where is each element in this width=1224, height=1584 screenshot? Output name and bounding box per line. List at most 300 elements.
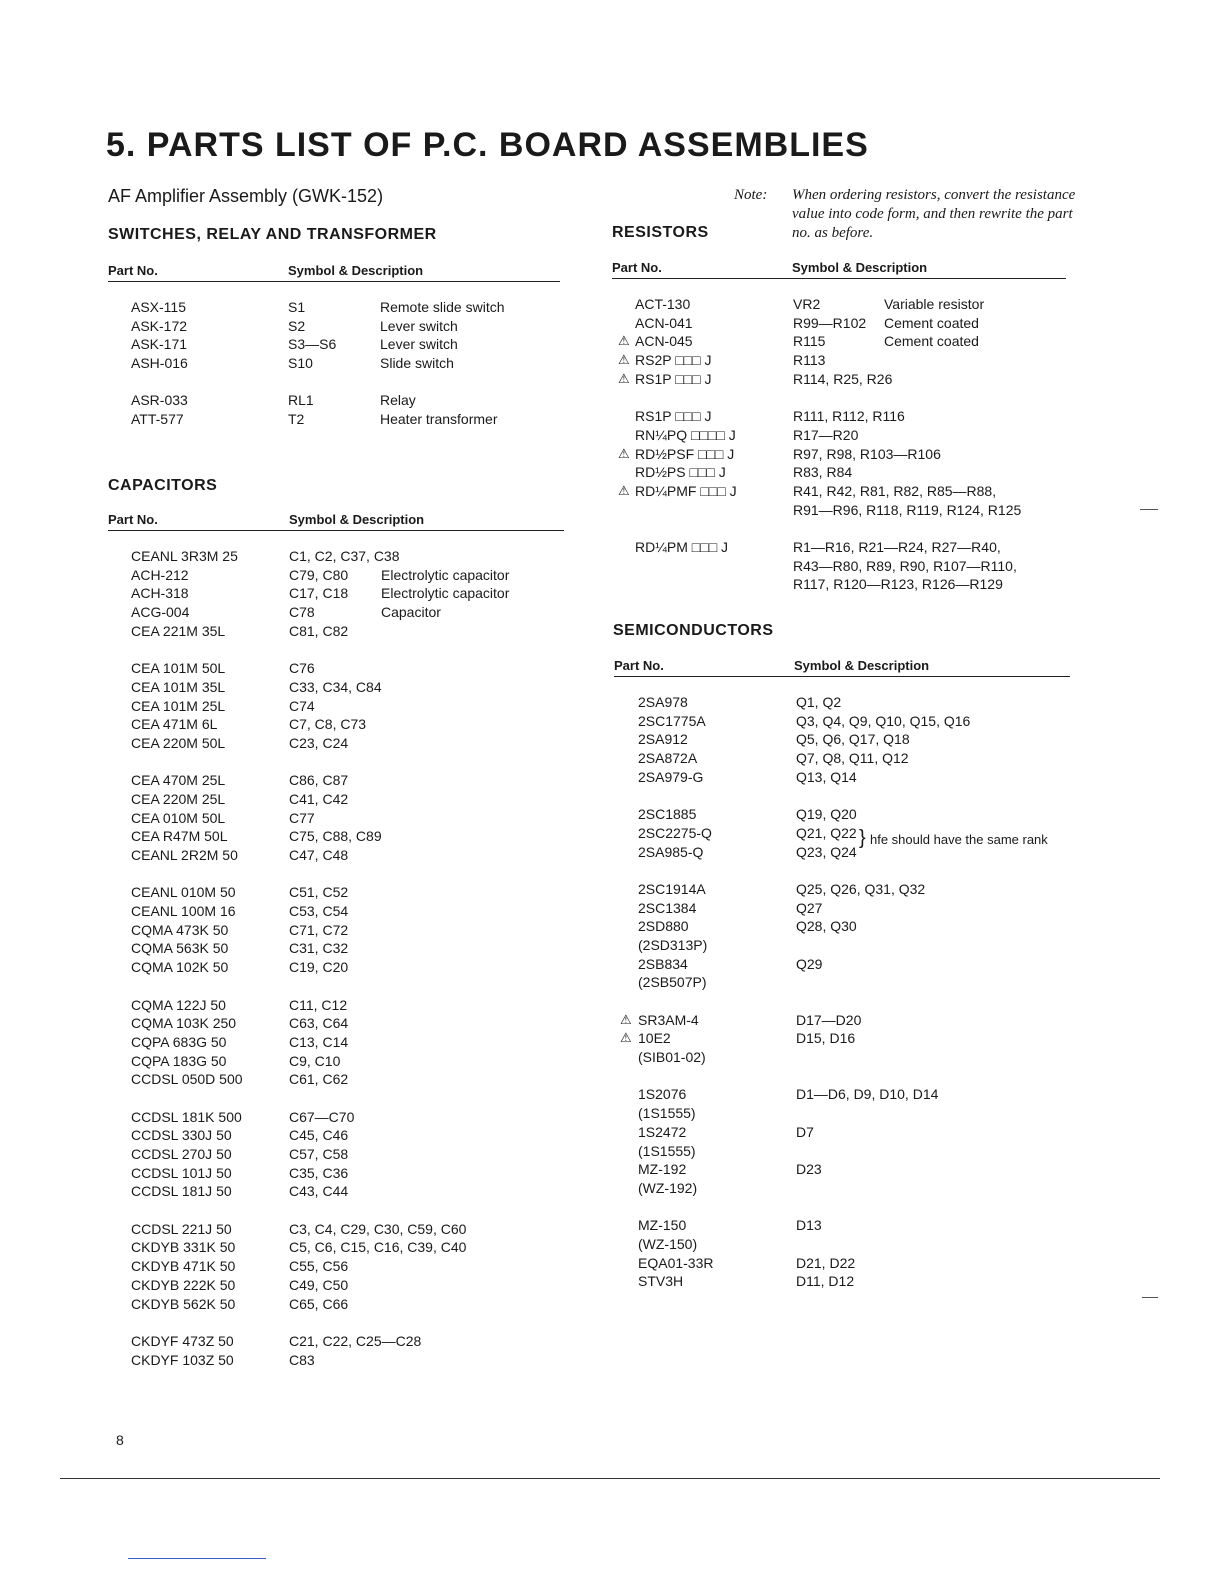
symbol: R111, R112, R116 <box>793 408 905 425</box>
semiconductors-list <box>620 694 1090 1292</box>
parts-row <box>620 918 1090 937</box>
part-number: 2SA985-Q <box>638 843 704 860</box>
symbol: D11, D12 <box>796 1273 855 1290</box>
symbol: Q21, Q22 <box>796 824 857 841</box>
symbol: C51, C52 <box>289 884 349 901</box>
parts-row <box>620 731 1090 750</box>
symbol: R114, R25, R26 <box>793 370 893 387</box>
symbol: S10 <box>288 355 313 372</box>
header-symbol-description: Symbol & Description <box>288 263 424 278</box>
resistors-list <box>618 296 1088 595</box>
part-number: CEANL 3R3M 25 <box>131 548 238 564</box>
part-number: 2SC1885 <box>638 806 697 823</box>
part-number: 2SC1384 <box>638 899 697 916</box>
row-spacer <box>131 978 571 997</box>
symbol: C33, C34, C84 <box>289 678 382 695</box>
symbol: C77 <box>289 809 315 826</box>
header-part-no: Part No. <box>612 260 662 275</box>
part-number: ACH-212 <box>131 566 189 583</box>
safety-warning-icon: ⚠ <box>618 370 630 386</box>
row-spacer <box>131 754 571 773</box>
description: Remote slide switch <box>380 299 505 315</box>
part-number: RD½PS □□□ J <box>635 464 726 481</box>
symbol: C71, C72 <box>289 921 349 938</box>
part-number: CEA 221M 35L <box>131 622 226 639</box>
parts-row <box>131 959 571 978</box>
symbol: R1—R16, R21—R24, R27—R40, <box>793 538 1001 555</box>
symbol: R97, R98, R103—R106 <box>793 445 941 462</box>
parts-row <box>618 427 1088 446</box>
parts-row <box>131 1127 571 1146</box>
symbol: Q25, Q26, Q31, Q32 <box>796 880 926 897</box>
parts-row <box>620 1124 1090 1143</box>
part-number: CEA R47M 50L <box>131 828 228 845</box>
part-number: ATT-577 <box>131 411 184 428</box>
parts-row <box>620 1030 1090 1049</box>
safety-warning-icon: ⚠ <box>620 1030 632 1046</box>
parts-row <box>620 937 1090 956</box>
part-number: RS1P □□□ J <box>635 370 712 387</box>
header-part-no: Part No. <box>108 512 158 527</box>
switches-list <box>131 299 571 430</box>
symbol: R115 <box>793 333 826 350</box>
part-number: CCDSL 181K 500 <box>131 1108 242 1125</box>
parts-row <box>131 716 571 735</box>
symbol: C55, C56 <box>289 1258 349 1275</box>
part-number: STV3H <box>638 1273 684 1290</box>
part-number: CCDSL 181J 50 <box>131 1183 232 1200</box>
header-symbol-description: Symbol & Description <box>792 260 928 275</box>
part-number: CCDSL 101J 50 <box>131 1164 232 1181</box>
capacitors-table-header <box>108 512 564 531</box>
description: Cement coated <box>884 333 979 350</box>
symbol: D17—D20 <box>796 1011 862 1028</box>
symbol: C65, C66 <box>289 1295 349 1312</box>
safety-warning-icon: ⚠ <box>620 1011 632 1027</box>
parts-row <box>620 974 1090 993</box>
part-number: 2SD880 <box>638 918 689 935</box>
description: Electrolytic capacitor <box>381 585 510 602</box>
part-number: CCDSL 330J 50 <box>131 1127 232 1144</box>
symbol: D21, D22 <box>796 1254 856 1271</box>
part-number: (WZ-150) <box>638 1235 698 1252</box>
part-number: CEANL 010M 50 <box>131 884 236 901</box>
part-number: CQMA 563K 50 <box>131 940 229 957</box>
symbol: C35, C36 <box>289 1164 349 1181</box>
parts-row <box>620 881 1090 900</box>
part-number: CEANL 2R2M 50 <box>131 847 238 863</box>
part-number: CEA 471M 6L <box>131 716 218 733</box>
part-number: CEA 220M 25L <box>131 790 226 807</box>
safety-warning-icon: ⚠ <box>618 482 630 498</box>
symbol: C3, C4, C29, C30, C59, C60 <box>289 1220 467 1237</box>
symbol: D7 <box>796 1123 814 1140</box>
part-number: 2SA872A <box>638 750 698 767</box>
symbol: D15, D16 <box>796 1030 856 1047</box>
row-spacer <box>620 1199 1090 1218</box>
parts-row <box>131 772 571 791</box>
part-number: ASK-172 <box>131 317 188 334</box>
part-number: 2SC1775A <box>638 712 706 729</box>
parts-row <box>131 1034 571 1053</box>
symbol: C19, C20 <box>289 959 349 976</box>
parts-row <box>618 539 1088 558</box>
part-number: CEA 101M 25L <box>131 697 226 714</box>
part-number: EQA01-33R <box>638 1254 714 1271</box>
parts-row <box>131 1352 571 1371</box>
parts-row <box>131 1333 571 1352</box>
parts-row <box>131 847 571 866</box>
part-number: ASX-115 <box>131 299 186 315</box>
part-number: CKDYB 562K 50 <box>131 1295 236 1312</box>
symbol: Q29 <box>796 955 823 972</box>
symbol: S3—S6 <box>288 336 337 353</box>
symbol: Q5, Q6, Q17, Q18 <box>796 731 910 748</box>
rank-note: hfe should have the same rank <box>870 832 1048 847</box>
part-number: 2SC2275-Q <box>638 824 712 841</box>
parts-row <box>620 1255 1090 1274</box>
symbol: R17—R20 <box>793 426 859 443</box>
parts-row <box>618 408 1088 427</box>
parts-row <box>131 1165 571 1184</box>
symbol: C67—C70 <box>289 1108 355 1125</box>
part-number: ACT-130 <box>635 296 691 312</box>
parts-row <box>131 623 571 642</box>
part-number: CKDYB 471K 50 <box>131 1258 236 1275</box>
edge-mark <box>1142 1297 1158 1298</box>
symbol: C31, C32 <box>289 940 349 957</box>
symbol: Q19, Q20 <box>796 806 857 823</box>
semiconductors-table-header <box>614 658 1070 677</box>
part-number: CKDYF 473Z 50 <box>131 1332 234 1349</box>
symbol: Q28, Q30 <box>796 918 857 935</box>
symbol: C83 <box>289 1351 315 1368</box>
row-spacer <box>131 1202 571 1221</box>
header-part-no: Part No. <box>108 263 158 278</box>
parts-row <box>620 1143 1090 1162</box>
symbol: C41, C42 <box>289 790 349 807</box>
parts-row <box>620 694 1090 713</box>
part-number: 2SA979-G <box>638 768 704 785</box>
description: Relay <box>380 392 416 409</box>
parts-row <box>131 791 571 810</box>
description: Slide switch <box>380 355 454 372</box>
parts-row <box>620 1086 1090 1105</box>
symbol: VR2 <box>793 296 821 312</box>
parts-row <box>131 585 571 604</box>
symbol: C5, C6, C15, C16, C39, C40 <box>289 1239 467 1256</box>
symbol: C81, C82 <box>289 622 349 639</box>
part-number: RS2P □□□ J <box>635 352 712 369</box>
assembly-title: AF Amplifier Assembly (GWK-152) <box>108 186 384 206</box>
description: Lever switch <box>380 336 458 353</box>
safety-warning-icon: ⚠ <box>618 333 630 349</box>
description: Cement coated <box>884 314 979 331</box>
part-number: ACG-004 <box>131 604 190 621</box>
part-number: ACN-045 <box>635 333 693 350</box>
symbol: C86, C87 <box>289 772 349 789</box>
symbol: C79, C80 <box>289 566 349 583</box>
symbol: Q1, Q2 <box>796 694 842 710</box>
symbol: Q27 <box>796 899 823 916</box>
part-number: CEANL 100M 16 <box>131 903 236 920</box>
symbol: C23, C24 <box>289 734 349 751</box>
part-number: 2SA978 <box>638 694 688 710</box>
semiconductors-section-title: SEMICONDUCTORS <box>613 622 774 639</box>
symbol: C74 <box>289 697 315 714</box>
row-spacer <box>620 993 1090 1012</box>
symbol: C21, C22, C25—C28 <box>289 1332 422 1349</box>
rank-brace: } <box>859 827 866 849</box>
bottom-rule <box>60 1478 1160 1479</box>
parts-row <box>131 355 571 374</box>
parts-row <box>131 698 571 717</box>
part-number: CQPA 683G 50 <box>131 1033 227 1050</box>
parts-row <box>620 806 1090 825</box>
safety-warning-icon: ⚠ <box>618 445 630 461</box>
parts-row <box>620 1012 1090 1031</box>
symbol: C9, C10 <box>289 1052 341 1069</box>
parts-row <box>131 1258 571 1277</box>
part-number: CQPA 183G 50 <box>131 1052 227 1069</box>
row-spacer <box>620 862 1090 881</box>
symbol: R99—R102 <box>793 314 867 331</box>
description: Electrolytic capacitor <box>381 566 510 583</box>
symbol: C49, C50 <box>289 1276 349 1293</box>
parts-row <box>620 956 1090 975</box>
part-number: (2SB507P) <box>638 974 707 991</box>
part-number: RS1P □□□ J <box>635 408 712 425</box>
parts-row <box>131 903 571 922</box>
parts-row <box>131 828 571 847</box>
edge-mark <box>1140 509 1158 510</box>
part-number: CEA 220M 50L <box>131 734 226 751</box>
row-spacer <box>620 787 1090 806</box>
symbol: C53, C54 <box>289 903 349 920</box>
parts-row <box>620 750 1090 769</box>
symbol: R41, R42, R81, R82, R85—R88, <box>793 482 997 499</box>
parts-row <box>131 1053 571 1072</box>
parts-row <box>618 315 1088 334</box>
symbol: C13, C14 <box>289 1033 349 1050</box>
parts-row <box>618 502 1088 521</box>
parts-row <box>620 1105 1090 1124</box>
symbol: D23 <box>796 1161 822 1178</box>
part-number: ASR-033 <box>131 392 188 409</box>
parts-row <box>620 769 1090 788</box>
parts-row <box>131 299 571 318</box>
symbol: D13 <box>796 1217 822 1234</box>
part-number: 2SA912 <box>638 731 688 748</box>
parts-row <box>618 296 1088 315</box>
symbol: C11, C12 <box>289 996 348 1013</box>
parts-row <box>131 411 571 430</box>
row-spacer <box>131 866 571 885</box>
part-number: CKDYB 331K 50 <box>131 1239 236 1256</box>
description: Lever switch <box>380 317 458 334</box>
symbol: Q23, Q24 <box>796 843 857 860</box>
parts-row <box>131 1071 571 1090</box>
header-symbol-description: Symbol & Description <box>289 512 425 527</box>
part-number: CQMA 473K 50 <box>131 921 229 938</box>
parts-row <box>131 1146 571 1165</box>
part-number: ASH-016 <box>131 355 188 372</box>
parts-row <box>131 567 571 586</box>
description: Capacitor <box>381 604 441 621</box>
part-number: CCDSL 050D 500 <box>131 1071 243 1088</box>
note-label: Note: <box>734 187 768 203</box>
symbol: C17, C18 <box>289 585 349 602</box>
parts-row <box>620 1236 1090 1255</box>
part-number: 1S2076 <box>638 1086 687 1103</box>
part-number: 2SB834 <box>638 955 688 972</box>
part-number: CCDSL 221J 50 <box>131 1220 232 1237</box>
part-number: (2SD313P) <box>638 936 708 953</box>
parts-row <box>131 1109 571 1128</box>
symbol: RL1 <box>288 392 314 409</box>
symbol: C43, C44 <box>289 1183 349 1200</box>
symbol: S1 <box>288 299 306 315</box>
symbol: Q13, Q14 <box>796 768 857 785</box>
part-number: CEA 470M 25L <box>131 772 226 789</box>
parts-row <box>618 464 1088 483</box>
capacitors-section-title: CAPACITORS <box>108 477 218 494</box>
parts-row <box>131 1296 571 1315</box>
part-number: CKDYB 222K 50 <box>131 1276 236 1293</box>
parts-row <box>131 940 571 959</box>
symbol: C57, C58 <box>289 1146 349 1162</box>
symbol: R83, R84 <box>793 464 853 481</box>
part-number: RD¼PMF □□□ J <box>635 482 737 499</box>
part-number: SR3AM-4 <box>638 1011 699 1028</box>
part-number: MZ-192 <box>638 1161 687 1178</box>
switches-section-title: SWITCHES, RELAY AND TRANSFORMER <box>108 226 437 243</box>
parts-row <box>618 446 1088 465</box>
parts-row <box>620 1161 1090 1180</box>
symbol: C61, C62 <box>289 1071 349 1088</box>
description: Variable resistor <box>884 296 985 312</box>
parts-row <box>131 1239 571 1258</box>
symbol: R113 <box>793 352 826 369</box>
parts-row <box>620 900 1090 919</box>
part-number: RD¼PM □□□ J <box>635 538 729 555</box>
symbol: R43—R80, R89, R90, R107—R110, <box>793 557 1017 574</box>
part-number: MZ-150 <box>638 1217 687 1234</box>
symbol: C75, C88, C89 <box>289 828 382 845</box>
symbol: C63, C64 <box>289 1015 349 1032</box>
part-number: ACH-318 <box>131 585 189 602</box>
parts-row <box>131 604 571 623</box>
symbol: R91—R96, R118, R119, R124, R125 <box>793 501 1022 518</box>
part-number: 1S2472 <box>638 1123 687 1140</box>
safety-warning-icon: ⚠ <box>618 352 630 368</box>
parts-row <box>618 333 1088 352</box>
page-number: 8 <box>116 1432 124 1448</box>
parts-row <box>618 558 1088 577</box>
part-number: CQMA 103K 250 <box>131 1015 237 1032</box>
symbol: C1, C2, C37, C38 <box>289 548 400 564</box>
row-spacer <box>620 1068 1090 1087</box>
parts-row <box>131 1221 571 1240</box>
part-number: CEA 101M 35L <box>131 678 226 695</box>
part-number: ASK-171 <box>131 336 188 353</box>
row-spacer <box>131 1090 571 1109</box>
part-number: CQMA 122J 50 <box>131 996 226 1013</box>
parts-row <box>618 371 1088 390</box>
row-spacer <box>131 374 571 393</box>
page-title: 5. PARTS LIST OF P.C. BOARD ASSEMBLIES <box>106 126 869 164</box>
parts-row <box>620 713 1090 732</box>
part-number: CQMA 102K 50 <box>131 959 229 976</box>
parts-row <box>131 1015 571 1034</box>
part-number: 2SC1914A <box>638 880 706 897</box>
parts-row <box>131 1183 571 1202</box>
resistors-table-header <box>612 260 1066 279</box>
parts-row <box>620 1273 1090 1292</box>
parts-row <box>618 483 1088 502</box>
parts-row <box>131 548 571 567</box>
symbol: C78 <box>289 604 315 621</box>
header-part-no: Part No. <box>614 658 664 673</box>
part-number: (1S1555) <box>638 1105 696 1122</box>
note-text: When ordering resistors, convert the resistance value into code form, and then rewrite the part no. as before. <box>792 187 1076 241</box>
parts-row <box>620 1049 1090 1068</box>
parts-row <box>620 1180 1090 1199</box>
part-number: 10E2 <box>638 1030 671 1047</box>
parts-row <box>131 735 571 754</box>
row-spacer <box>131 1314 571 1333</box>
parts-row <box>618 576 1088 595</box>
description: Heater transformer <box>380 411 498 428</box>
row-spacer <box>618 520 1088 539</box>
part-number: RD½PSF □□□ J <box>635 445 735 462</box>
parts-row <box>131 810 571 829</box>
resistors-section-title: RESISTORS <box>612 224 709 241</box>
parts-row <box>131 922 571 941</box>
parts-row <box>131 679 571 698</box>
part-number: CEA 101M 50L <box>131 660 226 677</box>
parts-row <box>131 318 571 337</box>
parts-row <box>620 1217 1090 1236</box>
symbol: S2 <box>288 317 306 334</box>
symbol: Q3, Q4, Q9, Q10, Q15, Q16 <box>796 712 971 729</box>
parts-row <box>131 1277 571 1296</box>
part-number: (1S1555) <box>638 1142 696 1159</box>
symbol: C45, C46 <box>289 1127 349 1144</box>
switches-table-header <box>108 263 560 282</box>
symbol: D1—D6, D9, D10, D14 <box>796 1086 939 1103</box>
symbol: T2 <box>288 411 305 428</box>
row-spacer <box>618 389 1088 408</box>
symbol: C7, C8, C73 <box>289 716 367 733</box>
part-number: (WZ-192) <box>638 1179 698 1196</box>
row-spacer <box>131 641 571 660</box>
parts-row <box>131 392 571 411</box>
part-number: (SIB01-02) <box>638 1049 706 1066</box>
part-number: ACN-041 <box>635 314 693 331</box>
parts-row <box>131 660 571 679</box>
part-number: CEA 010M 50L <box>131 809 226 826</box>
header-symbol-description: Symbol & Description <box>794 658 930 673</box>
part-number: CCDSL 270J 50 <box>131 1146 232 1162</box>
symbol: C47, C48 <box>289 847 349 863</box>
part-number: RN¼PQ □□□□ J <box>635 426 736 443</box>
part-number: CKDYF 103Z 50 <box>131 1351 234 1368</box>
symbol: Q7, Q8, Q11, Q12 <box>796 750 909 767</box>
parts-row <box>618 352 1088 371</box>
footer-rule <box>128 1558 266 1559</box>
parts-row <box>131 336 571 355</box>
